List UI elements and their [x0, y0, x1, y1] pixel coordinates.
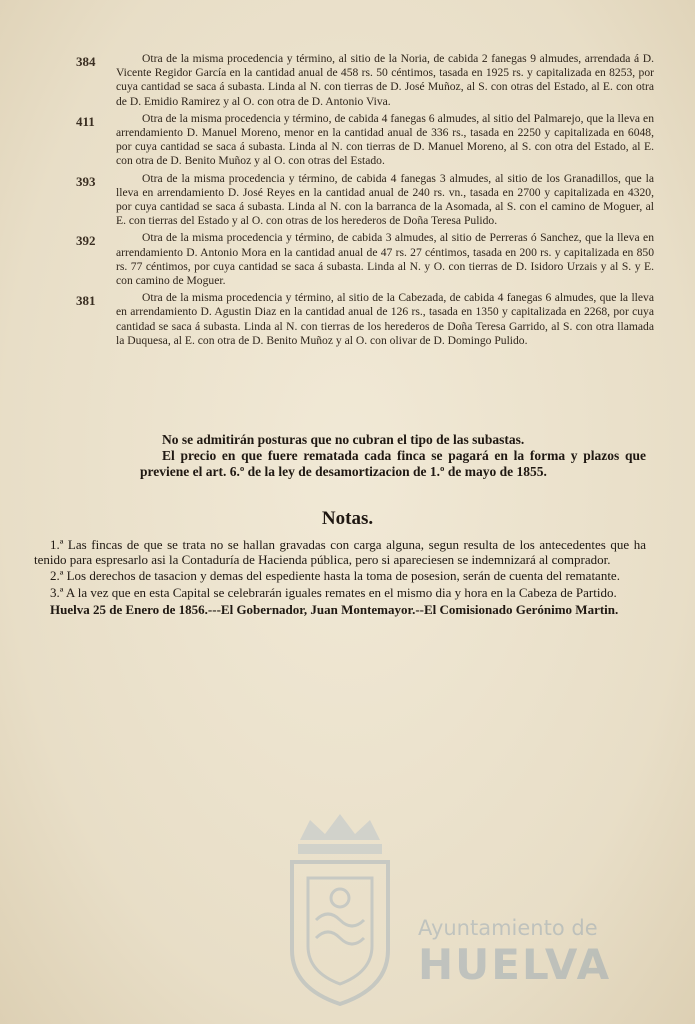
- property-entry: [44, 172, 654, 229]
- property-entry: [44, 112, 654, 169]
- entry-text: Otra de la misma procedencia y término, al sitio de la Noria, de cabida 2 fanegas 9 almudes, arrendada á D. Vicente Regidor García en la cantidad anual de 458 rs. 50 céntimos, tasada en 1925 rs. y capitalizada en 8253, por cuya cantidad se saca á subasta. Linda al N. con tierras de D. José Muñoz, al S. con otras del Estado, al E. con otra de D. Emidio Ramirez y al O. con otra de D. Antonio Viva.: [116, 52, 654, 108]
- property-entry: [44, 291, 654, 348]
- entry-text: Otra de la misma procedencia y término, de cabida 3 almudes, al sitio de Perreras ó Sanchez, que la lleva en arrendamiento D. Antonio Mora en la cantidad anual de 47 rs. 27 céntimos, tasada en 200 rs. y capitalizada en 850 rs. 77 céntimos, por cuya cantidad se saca á subasta. Linda al N. y O. con tierras de D. Isidoro Urzais y al S. y E. con camino de Moguer.: [116, 231, 654, 288]
- note-item: 3.ª A la vez que en esta Capital se celebrarán iguales remates en el mismo dia y hora en la Cabeza de Partido.: [50, 584, 617, 600]
- property-entry: [44, 52, 654, 109]
- entry-text: Otra de la misma procedencia y término, de cabida 4 fanegas 3 almudes, al sitio de los Granadillos, que la lleva en arrendamiento D. José Reyes en la cantidad anual de 240 rs. vn., tasada en 2700 y capitalizada en 4320, por cuya cantidad se saca á subasta. Linda al N. con la barranca de la Asomada, al S. con el camino de Moguer, al E. con tierras del Estado y al O. con otras de los herederos de Doña Teresa Pulido.: [116, 171, 654, 228]
- condition-minimum-bid: No se admitirán posturas que no cubran el tipo de las subastas.: [162, 432, 525, 447]
- signature-line: Huelva 25 de Enero de 1856.---El Gobernador, Juan Montemayor.--El Comisionado Gerónimo Martin.: [50, 601, 619, 617]
- entry-text: Otra de la misma procedencia y término, de cabida 4 fanegas 6 almudes, al sitio del Palmarejo, que la lleva en arrendamiento D. Manuel Moreno, menor en la cantidad anual de 336 rs., tasada en 2250 y capitalizada en 6048, por cuya cantidad se saca á subasta. Linda al N. con tierras de D. Manuel Moreno, al S. con otra del Estado, al E. con otra de D. Benito Muñoz y al O. con otras del Estado.: [116, 111, 654, 168]
- property-entries: [44, 52, 654, 351]
- entry-text: Otra de la misma procedencia y término, al sitio de la Cabezada, de cabida 4 fanegas 6 almudes, que la lleva en arrendamiento D. Agustin Diaz en la cantidad anual de 126 rs., tasada en 1350 y capitalizada en 2268, por cuya cantidad se saca á subasta. Linda al N. con tierras de los herederos de Doña Teresa Garrido, al S. con otra llamada la Duquesa, al E. con otra de D. Benito Muñoz y al O. con olivar de D. Domingo Pulido.: [116, 291, 654, 347]
- auction-conditions: [140, 432, 646, 480]
- entry-number: 381: [76, 293, 96, 309]
- notes-section: [34, 537, 646, 618]
- archive-watermark: [270, 800, 640, 1010]
- coat-of-arms-icon: [270, 800, 410, 1010]
- entry-number: 411: [76, 113, 95, 129]
- note-item: 1.ª Las fincas de que se trata no se hallan gravadas con carga alguna, segun resulta de los antecedentes que ha tenido para espresarlo asi la Contaduría de Hacienda pública, pero si apareciesen se indemnizará al comprador.: [34, 537, 646, 568]
- note-item: 2.ª Los derechos de tasacion y demas del espediente hasta la toma de posesion, serán de cuenta del rematante.: [50, 568, 620, 584]
- entry-number: 393: [76, 173, 96, 189]
- entry-number: 392: [76, 233, 96, 249]
- watermark-line-2: HUELVA: [418, 940, 612, 989]
- property-entry: [44, 231, 654, 288]
- notes-heading: Notas.: [321, 508, 374, 529]
- watermark-line-1: Ayuntamiento de: [418, 916, 598, 940]
- condition-payment-terms: El precio en que fuere rematada cada finca se pagará en la forma y plazos que previene el art. 6.º de la ley de desamortizacion de 1.º de mayo de 1855.: [140, 448, 646, 479]
- entry-number: 384: [76, 54, 96, 69]
